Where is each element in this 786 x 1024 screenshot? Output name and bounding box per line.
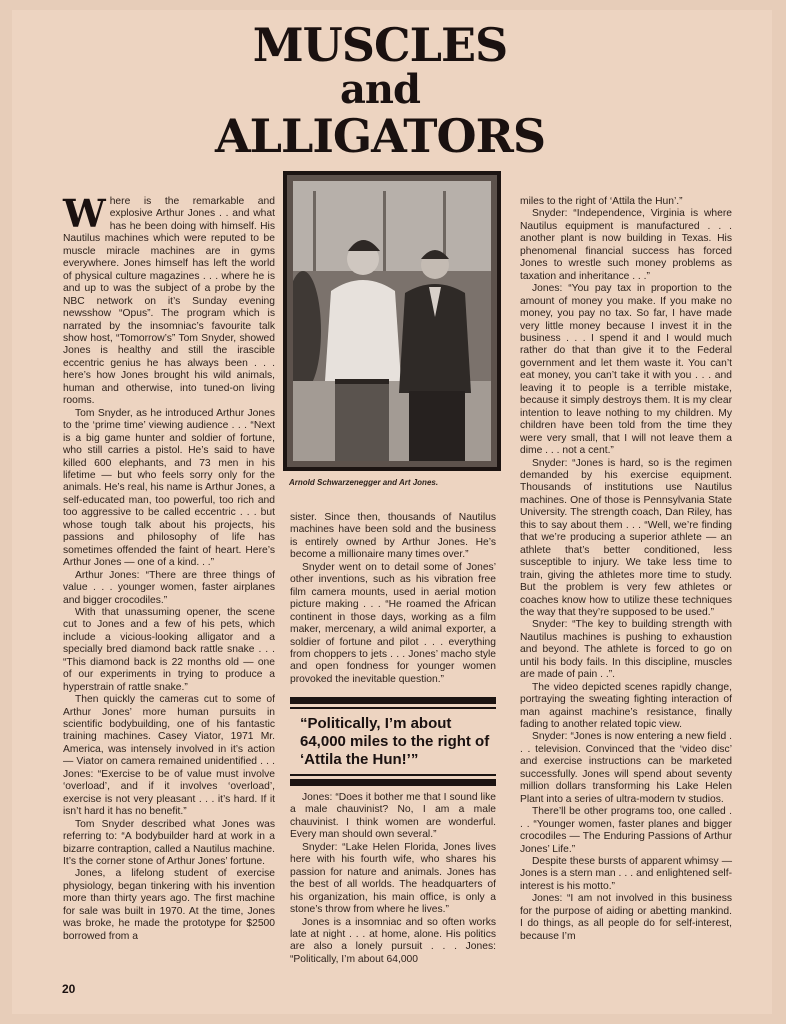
middle-column-lower xyxy=(290,792,496,966)
right-paragraph-9: Despite these bursts of apparent whimsy — Jones is a stern man . . . and enlightened self-interest is his motto.” xyxy=(520,856,732,892)
right-paragraph-3: Jones: “You pay tax in proportion to the amount of money you make. If you make no money, you pay no tax. So far, I have made very little money because I invest it in the business . . . I spend it and I would much rather do that than give it to the Federal government and let them waste it. You can’t eat money, you can’t take it with you . . . and leaving it to people is a terrible mistake, because it simply destroys them. It is my clear intention to leave nothing to my children. My children have been told from the time they were very small, that I will not leave them a dime . . . not a cent.” xyxy=(520,283,732,457)
right-paragraph-10: Jones: “I am not involved in this business for the purpose of aiding or abetting mankind. I do things, as all people do for self-interest, because I’m xyxy=(520,893,732,942)
right-paragraph-2: Snyder: “Independence, Virginia is where Nautilus equipment is manufactured . . . another plant is now building in Texas. His phenomenal financial success has forced Jones to wrestle such money problems as taxation and inheritance . . .” xyxy=(520,208,732,282)
photo-image xyxy=(293,181,491,461)
pull-quote-rule-bottom xyxy=(290,779,496,786)
right-paragraph-4: Snyder: “Jones is hard, so is the regimen demanded by his exercise equipment. Thousands of institutions use Nautilus machines. One of those is Pennsylvania State University. The strength coach, Dan Riley, has this to say about them . . . “Well, we’re finding that we’re producing a superior athlete — an athlete that’s better conditioned, less susceptible to injury. We take less time to train, giving the athletes more time to study. But the problem is very few athletes or coaches know how to utilize these techniques the way that they’re supposed to be used.” xyxy=(520,457,732,618)
title-line-1: MUSCLES xyxy=(252,18,508,72)
left-column xyxy=(63,191,275,943)
middle-lower-paragraph-2: Snyder: “Lake Helen Florida, Jones lives here with his fourth wife, who shares his passion for nature and animals. Jones has the best of all worlds. The headquarters of his organization, his main office, is only a stone’s throw from where he lives.” xyxy=(290,841,496,916)
pull-quote-rule-bottom-thin xyxy=(290,774,496,776)
middle-lower-paragraph-1: Jones: “Does it bother me that I sound like a male chauvinist? No, I am a male chauvinist. I think women are wonderful. Every man should own several.” xyxy=(290,792,496,841)
middle-lower-paragraph-3: Jones is a insomniac and so often works late at night . . . at home, alone. His politics are also a lonely pursuit . . . Jones: “Politically, I’m about 64,000 xyxy=(290,916,496,965)
right-paragraph-5: Snyder: “The key to building strength with Nautilus machines is pushing to exhaustion and beyond. The athlete is forced to go on until his body fails. In this discipline, muscles are made of pain . .”. xyxy=(520,619,732,681)
drop-cap: W xyxy=(63,191,106,236)
title-line-3: ALLIGATORS xyxy=(214,109,546,163)
left-paragraph-5: Then quickly the cameras cut to some of Arthur Jones’ more human pursuits in scientific bodybuilding, one of his fantastic training machines. Casey Viator, 1971 Mr. America, was intensely involved in it’s action — Viator on camera remained unidentified . . . Jones: “Exercise to be of value must involve ‘overload’, and if it involves ‘overload’, exercise is not very pleasant . . . it’s hard. If it isn’t hard it has no benefit.” xyxy=(63,694,275,818)
left-paragraph-2: Tom Snyder, as he introduced Arthur Jones to the ‘prime time’ viewing audience . . . “Next is a big game hunter and soldier of fortune, who still carries a pistol. He’s said to have killed 600 elephants, and 73 men in his lifetime — but who feels sorry only for the animals. He’s real, his name is Arthur Jones, a self-educated man, too powerful, too rich and too aggressive to be called eccentric . . . but whose tough talk about his projects, his passions and philosophy of life has sometimes offended the faint of heart. Here’s Arthur Jones — one of a kind. . .” xyxy=(63,407,275,569)
photo xyxy=(283,171,501,471)
photo-caption: Arnold Schwarzenegger and Art Jones. xyxy=(289,478,439,487)
left-paragraph-1: Where is the remarkable and explosive Arthur Jones . . and what has he been doing with himself. His Nautilus machines which were reputed to be muscle miracle machines are in gyms everywhere. Jones himself has left the world of physical culture magazines . . . where he is and up to was the subject of a probe by the NBC network on it’s Sunday evening newsshow “Opus”. The program which is narrated by the insomniac’s favourite talk show host, “Tomorrow’s” Tom Snyder, showed Jones is healthy and still the irascible eccentric genius he has always been . . . here’s how Jones brought his wild animals, human and otherwise, into tuned-on living rooms. xyxy=(63,191,275,407)
left-paragraph-4: With that unassuming opener, the scene cut to Jones and a few of his pets, which include a vicious-looking alligator and a specially bred diamond back rattle snake . . . “This diamond back is 22 months old — one of our experiments in trying to produce a hyperstrain of rattle snake.” xyxy=(63,606,275,693)
middle-column xyxy=(290,512,496,686)
right-column xyxy=(520,196,732,943)
left-paragraph-6: Tom Snyder described what Jones was referring to: “A bodybuilder hard at work in a bizarre contraption, called a Nautilus machine. It’s the corner stone of Arthur Jones’ fortune. xyxy=(63,818,275,868)
right-paragraph-1: miles to the right of ‘Attila the Hun’.” xyxy=(520,196,683,207)
title-line-2: and xyxy=(340,66,420,113)
left-paragraph-7: Jones, a lifelong student of exercise physiology, began tinkering with his invention more than thirty years ago. The first machine for sale was built in 1970. At the time, Jones was broke, he made the prototype for $2500 borrowed from a xyxy=(63,868,275,942)
right-paragraph-6: The video depicted scenes rapidly change, portraying the sweating fighting interaction of man against machine’s resistance, finally fading to another related topic view. xyxy=(520,681,732,731)
pull-quote-rule-top-thin xyxy=(290,707,496,709)
photo-illustration xyxy=(293,181,491,461)
pull-quote: “Politically, I’m about 64,000 miles to the right of ‘Attila the Hun!’” xyxy=(300,715,490,768)
middle-paragraph-2: Snyder went on to detail some of Jones’ other inventions, such as his vibration free film camera mounts, used in aerial motion picture making . . . “He roamed the African continent in those days, working as a film maker, mercenary, a wild animal exporter, a soldier of fortune and pilot . . . everything from choppers to jets . . . Jones’ macho style and open fondness for younger women provoked the inevitable question.” xyxy=(290,561,496,685)
middle-paragraph-1: sister. Since then, thousands of Nautilus machines have been sold and the business is entirely owned by Arthur Jones. He’s become a millionaire many times over.” xyxy=(290,512,496,561)
pull-quote-rule-top xyxy=(290,697,496,704)
right-paragraph-7: Snyder: “Jones is now entering a new field . . . television. Convinced that the ‘video disc’ and exercise instructions can be marketed successfully. Jones will spend about seventy million dollars transforming his Lake Helen Plant into a series of ultra-modern tv studios. xyxy=(520,731,732,805)
left-paragraph-3: Arthur Jones: “There are three things of value . . . younger women, faster airplanes and bigger crocodiles.” xyxy=(63,569,275,606)
right-paragraph-8: There’ll be other programs too, one called . . . “Younger women, faster planes and bigger crocodiles — The Enduring Passions of Arthur Jones’ Life.” xyxy=(520,806,732,855)
page-number: 20 xyxy=(62,982,76,996)
